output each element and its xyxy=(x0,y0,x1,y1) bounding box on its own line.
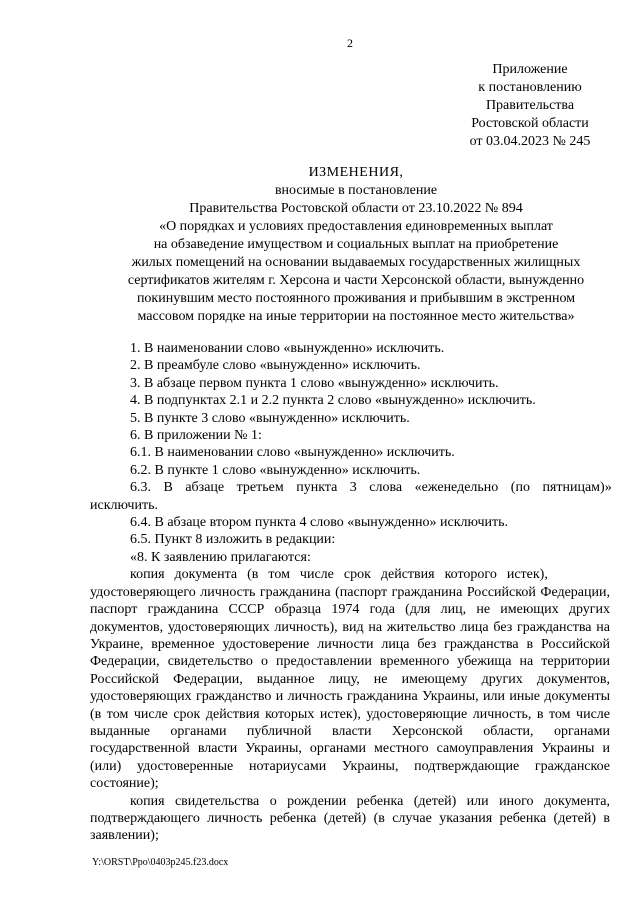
item-6-4: 6.4. В абзаце втором пункта 4 слово «вынужденно» исключить. xyxy=(130,515,509,531)
page-number: 2 xyxy=(347,36,353,50)
item-3: 3. В абзаце первом пункта 1 слово «вынужденно» исключить. xyxy=(130,375,499,391)
heading-line: жилых помещений на основании выдаваемых государственных жилищных xyxy=(131,255,581,270)
appendix-line: Ростовской области xyxy=(471,116,589,131)
item-1: 1. В наименовании слово «вынужденно» исключить. xyxy=(130,341,445,356)
copy-document-paragraph: удостоверяющего личность гражданина (паспорт гражданина Российской Федерации, паспорт гражданина СССР образца 1974 года (для лиц, не имеющих других документов, удостоверяющих личность), вид на жительство лица без гражданства на Украине, временное удостоверение личности лица без гражданства в Российской Федерации, свидетельство о предоставлении временного убежища на территории Российской Федерации, выданное лицу, не имеющему других документов, удостоверяющих гражданство и личность гражданина Украины, или иные документы (в том числе срок действия которых истек), удостоверяющие личность, в том числе выданные органами публичной власти Херсонской области, органами государственной власти Украины, органами местного самоуправления Украины и (или) удостоверенные нотариусами Украины, подтверждающие гражданское состояние); xyxy=(90,584,610,792)
heading-line: «О порядках и условиях предоставления единовременных выплат xyxy=(159,219,553,234)
item-8-heading: «8. К заявлению прилагаются: xyxy=(130,549,311,565)
copy-document-first-line: копия документа (в том числе срок действия которого истек), xyxy=(130,567,548,583)
heading-line: на обзаведение имуществом и социальных выплат на приобретение xyxy=(153,237,559,252)
heading-title: ИЗМЕНЕНИЯ, xyxy=(308,165,404,180)
item-6-1: 6.1. В наименовании слово «вынужденно» исключить. xyxy=(130,445,455,461)
document-body xyxy=(90,340,610,845)
heading-line: Правительства Ростовской области от 23.10.2022 № 894 xyxy=(189,201,523,216)
item-6: 6. В приложении № 1: xyxy=(130,428,262,444)
item-6-5: 6.5. Пункт 8 изложить в редакции: xyxy=(130,532,336,548)
appendix-line: к постановлению xyxy=(478,80,582,95)
item-2: 2. В преамбуле слово «вынужденно» исключить. xyxy=(130,358,421,374)
item-6-2: 6.2. В пункте 1 слово «вынужденно» исключить. xyxy=(130,462,421,478)
heading-line: вносимые в постановление xyxy=(274,183,438,198)
item-6-3: 6.3. В абзаце третьем пункта 3 слова «еженедельно (по пятницам)» xyxy=(130,480,612,496)
appendix-line: Приложение xyxy=(492,62,568,77)
item-4: 4. В подпунктах 2.1 и 2.2 пункта 2 слово «вынужденно» исключить. xyxy=(130,393,536,409)
appendix-block xyxy=(440,61,620,151)
file-path-footer: Y:\ORST\Ppo\0403p245.f23.docx xyxy=(92,857,229,868)
heading-line: массовом порядке на иные территории на постоянное место жительства» xyxy=(137,309,575,324)
item-5: 5. В пункте 3 слово «вынужденно» исключить. xyxy=(130,410,410,426)
document-heading xyxy=(86,164,626,326)
appendix-line: от 03.04.2023 № 245 xyxy=(469,134,591,149)
appendix-line: Правительства xyxy=(485,98,575,113)
item-6-3-continuation: исключить. xyxy=(90,497,158,513)
copy-birth-paragraph: копия свидетельства о рождении ребенка (детей) или иного документа, подтверждающего личность ребенка (детей) (в случае указания ребенка (детей) в заявлении); xyxy=(90,793,610,844)
heading-line: сертификатов жителям г. Херсона и части Херсонской области, вынужденно xyxy=(127,273,585,288)
heading-line: покинувшим место постоянного проживания и прибывшим в экстренном xyxy=(136,291,576,306)
